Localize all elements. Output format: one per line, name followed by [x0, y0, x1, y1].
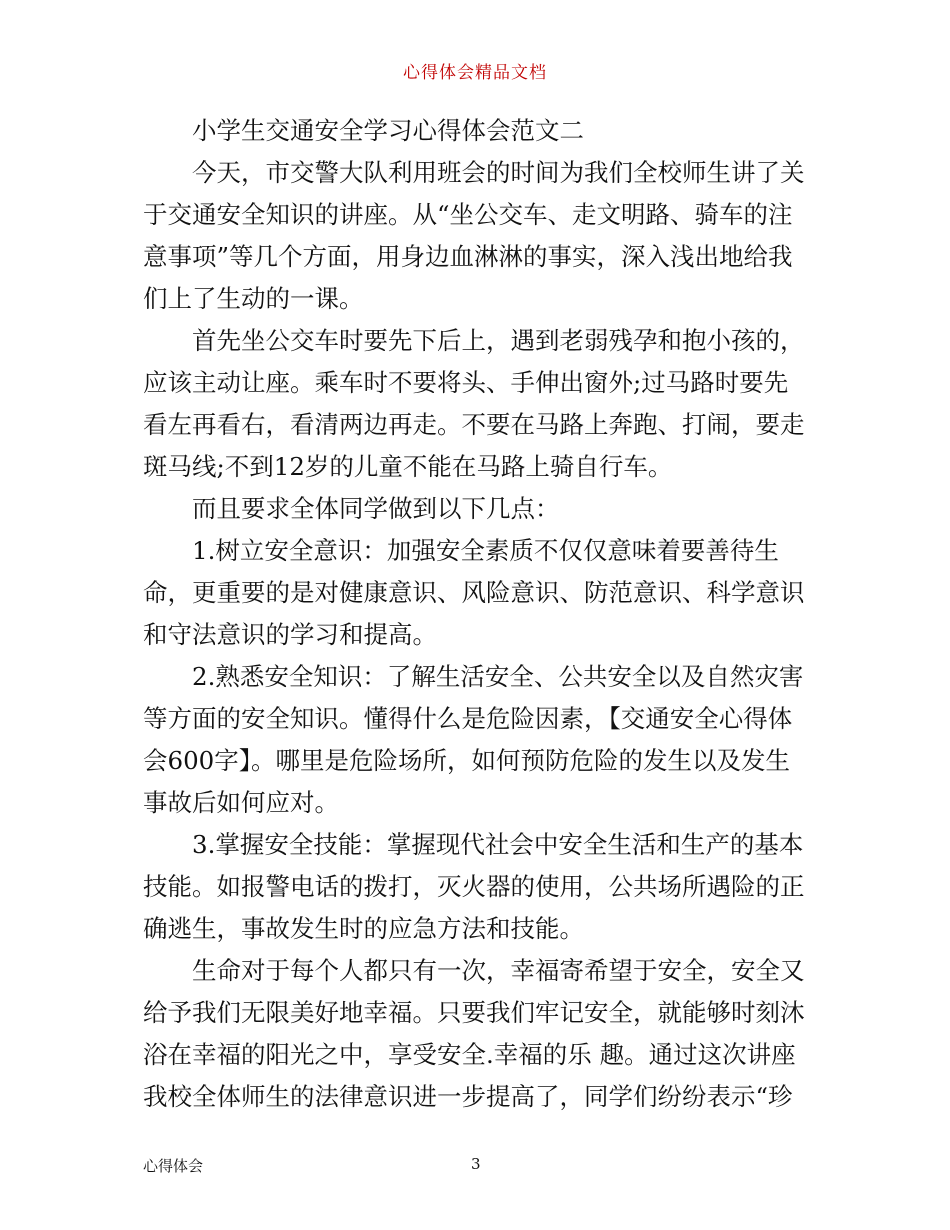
text-line: 今天，市交警大队利用班会的时间为我们全校师生讲了关 [192, 158, 805, 187]
text-line: 3.掌握安全技能：掌握现代社会中安全生活和生产的基本 [192, 830, 804, 859]
document-title: 小学生交通安全学习心得体会范文二 [192, 116, 584, 145]
text-line: 看左再看右，看清两边再走。不要在马路上奔跑、打闹，要走 [143, 410, 805, 439]
text-line: 斑马线;不到12岁的儿童不能在马路上骑自行车。 [143, 452, 673, 481]
page-header-title: 心得体会精品文档 [403, 63, 547, 83]
text-line: 和守法意识的学习和提高。 [143, 620, 437, 649]
text-line: 生命对于每个人都只有一次，幸福寄希望于安全，安全又 [192, 956, 805, 985]
text-line: 1.树立安全意识：加强安全素质不仅仅意味着要善待生 [192, 536, 779, 565]
text-line: 事故后如何应对。 [143, 788, 339, 817]
text-line: 应该主动让座。乘车时不要将头、手伸出窗外;过马路时要先 [143, 368, 789, 397]
text-line: 们上了生动的一课。 [143, 284, 364, 313]
text-line: 2.熟悉安全知识：了解生活安全、公共安全以及自然灾害 [192, 662, 804, 691]
text-line: 给予我们无限美好地幸福。只要我们牢记安全，就能够时刻沐 [143, 998, 805, 1027]
text-line: 会600字】。哪里是危险场所，如何预防危险的发生以及发生 [143, 746, 791, 775]
text-line: 首先坐公交车时要先下后上，遇到老弱残孕和抱小孩的， [192, 326, 805, 355]
text-line: 浴在幸福的阳光之中，享受安全.幸福的乐 趣。通过这次讲座 [143, 1040, 796, 1069]
text-line: 确逃生，事故发生时的应急方法和技能。 [143, 914, 584, 943]
document-body [143, 110, 815, 1118]
footer-label: 心得体会 [143, 1157, 204, 1175]
text-line: 于交通安全知识的讲座。从“坐公交车、走文明路、骑车的注 [143, 200, 793, 229]
text-line: 而且要求全体同学做到以下几点： [192, 494, 560, 523]
text-line: 命，更重要的是对健康意识、风险意识、防范意识、科学意识 [143, 578, 805, 607]
text-line: 意事项”等几个方面，用身边血淋淋的事实，深入浅出地给我 [143, 242, 793, 271]
text-line: 技能。如报警电话的拨打，灭火器的使用，公共场所遇险的正 [143, 872, 805, 901]
text-line: 我校全体师生的法律意识进一步提高了，同学们纷纷表示“珍 [143, 1082, 793, 1111]
text-line: 等方面的安全知识。懂得什么是危险因素，【交通安全心得体 [143, 704, 793, 733]
page-number: 3 [471, 1155, 481, 1173]
